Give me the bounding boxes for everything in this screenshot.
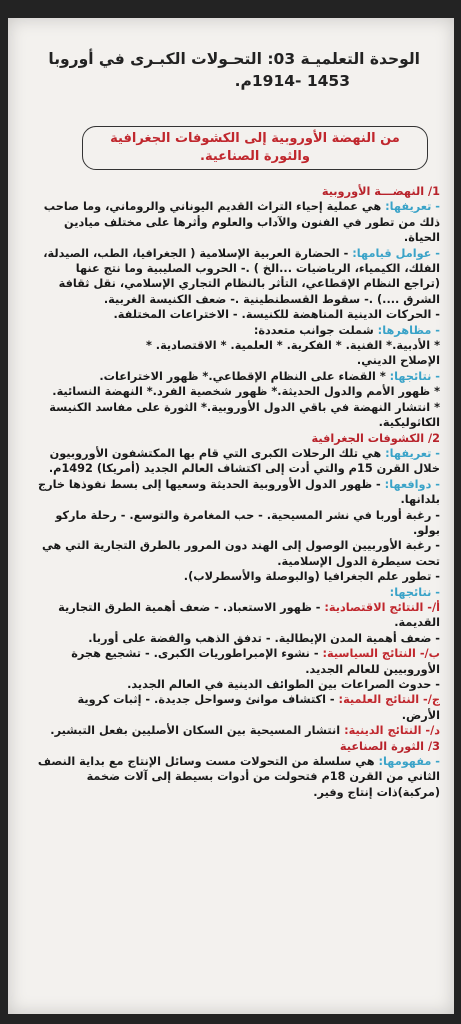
text-line (12, 307, 440, 322)
text-line (12, 477, 440, 492)
text-line (12, 415, 440, 430)
text-line (12, 292, 440, 307)
line-text: بولو. (413, 523, 440, 537)
text-line (12, 754, 440, 769)
line-text: - رغبة أوربا في نشر المسيحية. - حب المغامرة والتوسع. - رحلة ماركو (55, 508, 440, 522)
line-text: * القضاء على النظام الإقطاعي.* ظهور الاختراعات. (99, 369, 386, 383)
text-line (12, 523, 440, 538)
text-line (12, 369, 440, 384)
line-text: - نشوء الإمبراطوريات الكبرى. - تشجيع هجرة (71, 647, 319, 661)
line-text: القديمة. (394, 616, 440, 630)
heading-label: - نتائجها: (385, 369, 440, 383)
heading-label: - مفهومها: (374, 755, 440, 769)
heading-label: أ/- النتائج الاقتصادية: (320, 600, 440, 614)
heading-label: 2/ الكشوفات الجغرافية (311, 431, 440, 445)
line-text: - اكتشاف موانئ وسواحل جديدة. - إثبات كروية (77, 693, 335, 707)
text-line (12, 384, 440, 399)
line-text: الثاني من القرن 18م فتحولت من أدوات بسيطة إلى آلات ضخمة (86, 770, 440, 784)
line-text: الأرض. (401, 708, 440, 722)
text-line (12, 261, 440, 276)
line-text: هي سلسلة من التحولات مست وسائل الإنتاج مع بداية النصف (37, 755, 375, 769)
unit-header (12, 48, 446, 92)
line-text: - الحركات الدينية المناهضة للكنيسة. - الاختراعات المختلفة. (113, 308, 440, 322)
line-text: - حدوث الصراعات بين الطوائف الدينية في العالم الجديد. (127, 678, 440, 691)
heading-label: ج/- النتائج العلمية: (334, 693, 440, 707)
text-line (12, 246, 440, 261)
document-content (12, 48, 446, 800)
line-text: ذلك من تطور في الفنون والآداب والعلوم وأثرها على مختلف ميادين (64, 215, 440, 229)
document-page (8, 18, 454, 1014)
text-line (12, 492, 440, 507)
line-text: شملت جوانب متعددة: (253, 323, 374, 337)
lesson-body (12, 184, 446, 800)
heading-label: - دوافعها: (380, 477, 440, 491)
heading-label: ب/- النتائج السياسية: (318, 647, 440, 661)
line-text: - ظهور الدول الأوروبية الحديثة وسعيها إلى بسط نفوذها خارج (37, 477, 381, 491)
heading-label: 3/ الثورة الصناعية (339, 739, 440, 753)
line-text: الشرق ....) .- سقوط القسطنطينية .- ضعف الكنيسة الغربية. (103, 292, 440, 306)
lesson-title-box (82, 126, 428, 170)
text-line (12, 723, 440, 738)
text-line (12, 708, 440, 723)
heading-label: - تعريفها: (381, 200, 440, 214)
line-text: - الحضارة العربية الإسلامية ( الجغرافيا، الطب، الصيدلة، (43, 246, 349, 260)
text-line (12, 508, 440, 523)
line-text: - ظهور الاستعباد. - ضعف أهمية الطرق التجارية (58, 600, 321, 614)
line-text: خلال القرن 15م والتي أدت إلى اكتشاف العالم الجديد (أمريكا) 1492م. (48, 462, 440, 476)
text-line (12, 446, 440, 461)
line-text: هي عملية إحياء التراث القديم اليوناني والروماني، وما صاحب (43, 200, 382, 214)
line-text: * انتشار النهضة في باقي الدول الأوروبية.* الثورة على مفاسد الكنيسة (49, 400, 440, 414)
text-line (12, 400, 440, 415)
text-line (12, 554, 440, 569)
line-text: * الأدبية.* الفنية. * الفكرية. * العلمية. * الاقتصادية. * (145, 339, 440, 353)
heading-label: - عوامل قيامها: (348, 246, 440, 260)
text-line (12, 461, 440, 476)
line-text: الفلك، الكيمياء، الرياضيات ...الخ ) .- الحروب الصليبية وما نتج عنها (75, 262, 440, 276)
text-line (12, 615, 440, 630)
text-line (12, 184, 440, 199)
text-line (12, 569, 440, 584)
line-text: * ظهور الأمم والدول الحديثة.* ظهور شخصية الفرد.* النهضة النسائية. (52, 385, 440, 399)
line-text: - تطور علم الجغرافيا (والبوصلة والأسطرلاب). (183, 570, 440, 584)
lesson-title-line: من النهضة الأوروبية إلى الكشوفات الجغرافية (110, 131, 400, 146)
text-line (12, 538, 440, 553)
line-text: (مركبة)ذات إنتاج وفير. (313, 785, 440, 799)
text-line (12, 431, 440, 446)
text-line (12, 646, 440, 661)
text-line (12, 600, 440, 615)
text-line (12, 739, 440, 754)
line-text: - رغبة الأوربيين الوصول إلى الهند دون المرور بالطرق التجارية التي هي (41, 539, 440, 553)
heading-label: - تعريفها: (381, 446, 440, 460)
text-line (12, 199, 440, 214)
line-text: الأوروبيين للعالم الجديد. (305, 662, 440, 676)
text-line (12, 585, 440, 600)
text-line (12, 677, 440, 692)
text-line (12, 662, 440, 677)
text-line (12, 230, 440, 245)
line-text: تحت سيطرة الدول الإسلامية. (277, 554, 440, 568)
line-text: الكاثوليكية. (378, 416, 440, 430)
text-line (12, 215, 440, 230)
heading-label: - مظاهرها: (373, 323, 440, 337)
text-line (12, 353, 440, 368)
heading-label: 1/ النهضـــة الأوروبية (321, 185, 440, 198)
text-line (12, 785, 440, 800)
unit-title: الوحدة التعلميـة 03: التحـولات الكبـرى في أوروبا (48, 50, 420, 68)
heading-label: - نتائجها: (389, 585, 440, 599)
line-text: الحياة. (403, 231, 440, 245)
text-line (12, 692, 440, 707)
line-text: هي تلك الرحلات الكبرى التي قام بها المكتشفون الأوروبيون (49, 446, 382, 460)
line-text: (تراجع النظام الإقطاعي، التأثر بالنظام التجاري الإسلامي، نقل ثقافة (58, 277, 440, 291)
lesson-title-line: والثورة الصناعية. (200, 149, 310, 164)
text-line (12, 323, 440, 338)
line-text: بلدانها. (400, 493, 440, 507)
text-line (12, 769, 440, 784)
heading-label: د/- النتائج الدينية: (340, 724, 440, 738)
line-text: - ضعف أهمية المدن الإيطالية. - تدفق الذهب والفضة على أوربا. (88, 631, 440, 645)
unit-period: 1453 -1914م. (234, 72, 350, 90)
line-text: انتشار المسيحية بين السكان الأصليين بفعل التبشير. (50, 724, 341, 738)
text-line (12, 276, 440, 291)
text-line (12, 338, 440, 353)
line-text: الإصلاح الديني. (356, 354, 440, 368)
text-line (12, 631, 440, 646)
